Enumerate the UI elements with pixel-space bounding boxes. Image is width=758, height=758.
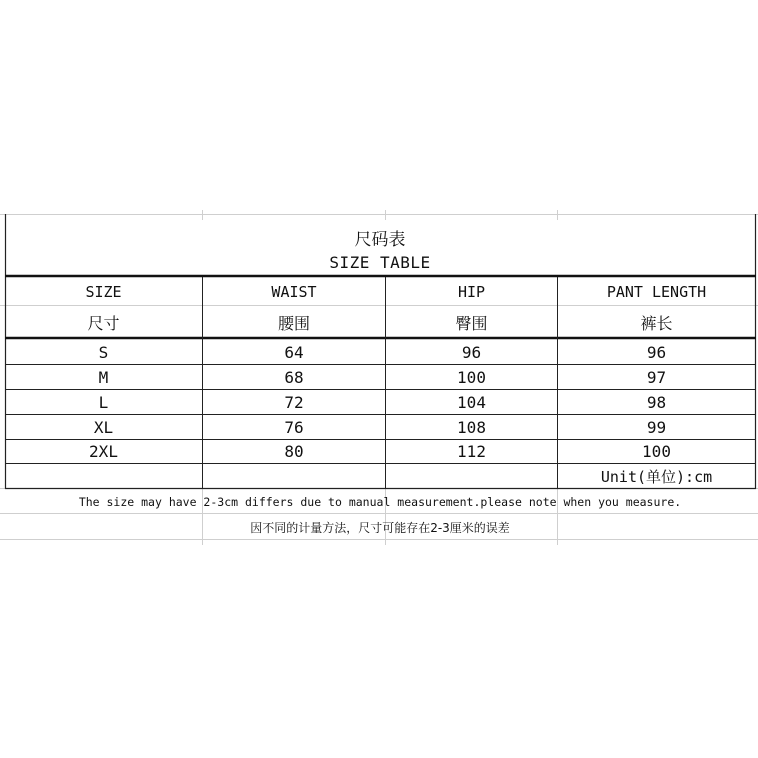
header-hip-en: HIP [457, 283, 486, 301]
header-waist-cn: 腰围 [277, 313, 310, 333]
table-cell: M [98, 367, 109, 387]
table-cell: 2XL [89, 442, 118, 461]
header-size-cn: 尺寸 [87, 313, 120, 333]
table-cell: 76 [284, 417, 304, 437]
table-cell: 100 [642, 442, 671, 461]
header-length-en: PANT LENGTH [606, 283, 707, 301]
unit-label: Unit(单位):cm [600, 468, 713, 486]
table-cell: 99 [646, 417, 667, 437]
note-en: The size may have 2-3cm differs due to manual measurement.please note when you measure. [78, 495, 682, 509]
table-cell: 96 [646, 342, 667, 362]
header-length-cn: 裤长 [640, 313, 673, 333]
table-cell: 68 [284, 367, 304, 387]
table-cell: 80 [284, 442, 304, 461]
table-cell: 96 [461, 342, 482, 362]
table-cell: 100 [457, 367, 486, 387]
header-size-en: SIZE [85, 283, 122, 301]
table-cell: 98 [646, 392, 667, 412]
table-cell: 64 [284, 342, 304, 362]
table-title-en: SIZE TABLE [329, 252, 431, 272]
table-cell: 97 [646, 367, 667, 387]
table-cell: L [98, 392, 109, 412]
header-hip-cn: 臀围 [455, 313, 488, 333]
table-cell: 112 [457, 442, 486, 461]
table-cell: 108 [457, 417, 486, 437]
header-waist-en: WAIST [271, 283, 317, 301]
table-cell: 72 [284, 392, 304, 412]
table-cell: XL [93, 417, 114, 437]
table-cell: S [98, 342, 109, 362]
table-cell: 104 [457, 392, 486, 412]
note-cn: 因不同的计量方法，尺寸可能存在2-3厘米的误差 [250, 520, 510, 535]
table-title-cn: 尺码表 [354, 229, 406, 250]
